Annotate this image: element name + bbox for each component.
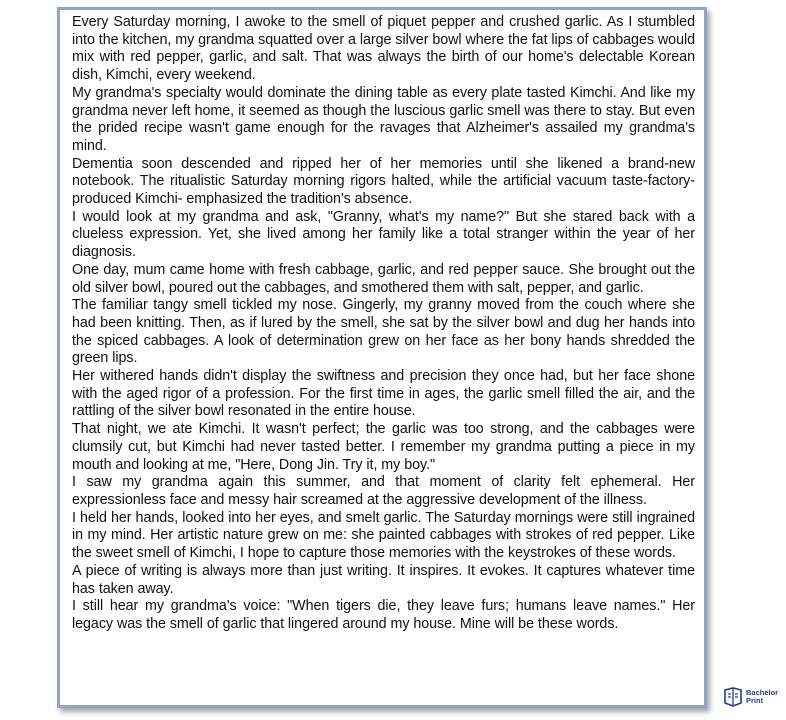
- essay-text: [72, 14, 695, 634]
- bachelorprint-logo-text: [746, 689, 778, 705]
- bachelorprint-logo: [722, 686, 784, 708]
- logo-line-2: Print: [746, 696, 764, 705]
- essay-paragraph-1: Every Saturday morning, I awoke to the smell of piquet pepper and crushed garlic. As I stumbled into the kitchen, my grandma squatted over a large silver bowl where the fat lips of cabbages would mix with red pepper, garlic, and salt. That was always the birth of our home's delectable Korean dish, Kimchi, every weekend.: [72, 14, 695, 84]
- essay-paragraph-12: I still hear my grandma's voice: "When tigers die, they leave furs; humans leave names." Her legacy was the smell of garlic that lingered around my house. Mine will be these words.: [72, 598, 695, 632]
- bachelorprint-logo-icon: [722, 686, 744, 708]
- essay-paragraph-6: The familiar tangy smell tickled my nose. Gingerly, my granny moved from the couch where she had been knitting. Then, as if lured by the smell, she sat by the silver bowl and dug her hands into the spiced cabbages. A look of determination grew on her face as her bony hands shredded the green lips.: [72, 297, 695, 367]
- essay-frame: [57, 7, 707, 708]
- logo-line-1: Bachelor: [746, 688, 779, 697]
- essay-paragraph-10: I held her hands, looked into her eyes, and smelt garlic. The Saturday mornings were still ingrained in my mind. Her artistic nature grew on me: she painted cabbages with strokes of red pepper. Like the sweet smell of Kimchi, I hope to capture those memories with the keystrokes of these words.: [72, 509, 695, 562]
- essay-paragraph-3: Dementia soon descended and ripped her of her memories until she likened a brand-new notebook. The ritualistic Saturday morning rigors halted, while the artificial vacuum taste-factory-produced Kimchi- emphasized the tradition's absence.: [72, 155, 695, 208]
- essay-paragraph-9: I saw my grandma again this summer, and that moment of clarity felt ephemeral. Her expressionless face and messy hair screamed at the aggressive development of the illness.: [72, 474, 695, 508]
- essay-paragraph-11: A piece of writing is always more than just writing. It inspires. It evokes. It captures whatever time has taken away.: [72, 562, 695, 597]
- essay-paragraph-7: Her withered hands didn't display the swiftness and precision they once had, but her face shone with the aged rigor of a profession. For the first time in ages, the garlic smell filled the air, and the rattling of the silver bowl resonated in the entire house.: [72, 368, 695, 420]
- essay-paragraph-8: That night, we ate Kimchi. It wasn't perfect; the garlic was too strong, and the cabbages were clumsily cut, but Kimchi had never tasted better. I remember my grandma putting a piece in my mouth and looking at me, "Here, Dong Jin. Try it, my boy.": [72, 421, 695, 473]
- essay-paragraph-2: My grandma's specialty would dominate the dining table as every plate tasted Kimchi. And like my grandma never left home, it seemed as though the luscious garlic smell was there to stay. But even the prided recipe wasn't game enough for the ravages that Alzheimer's assailed my grandma's mind.: [72, 84, 695, 154]
- essay-paragraph-4: I would look at my grandma and ask, "Granny, what's my name?" But she stared back with a clueless expression. Yet, she lived among her family like a total stranger within the year of her diagnosis.: [72, 208, 695, 261]
- essay-paragraph-5: One day, mum came home with fresh cabbage, garlic, and red pepper sauce. She brought out the old silver bowl, poured out the cabbages, and smothered them with salt, pepper, and garlic.: [72, 261, 695, 296]
